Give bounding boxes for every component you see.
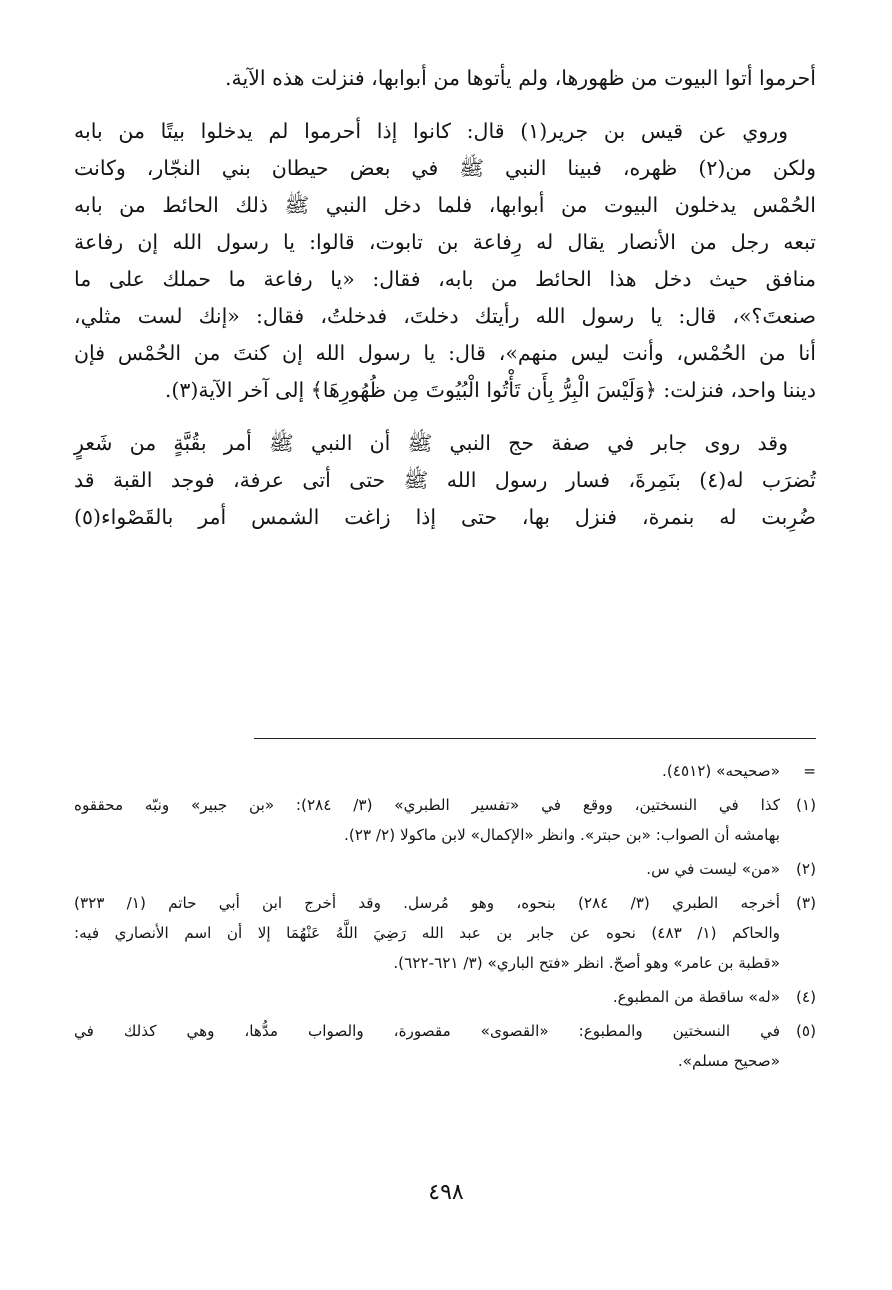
- text-line: ضُرِبت له بنمرة، فنزل بها، حتى إذا زاغت الشمس أمر بالقَصْواء(٥): [74, 505, 816, 529]
- text-line: صنعتَ؟»، قال: يا رسول الله رأيتك دخلتَ، فدخلتُ، فقال: «إنك لست مثلي،: [74, 304, 816, 328]
- footnote-text: بهامشه أن الصواب: «بن حبتر». وانظر «الإكمال» لابن ماكولا (٢/ ٢٣).: [344, 826, 780, 844]
- footnote-marker: =: [803, 762, 816, 780]
- footnote-3: [74, 888, 816, 978]
- text-line: منافق حيث دخل هذا الحائط من بابه، فقال: «يا رفاعة ما حملك على ما: [74, 267, 816, 291]
- footnote-1: [74, 790, 816, 850]
- footnote-number: (٣): [795, 894, 816, 912]
- footnote-2: [74, 854, 816, 884]
- footnote-continuation: [74, 756, 816, 786]
- text-line: ديننا واحد، فنزلت: ﴿وَلَيْسَ الْبِرُّ بِأَن تَأْتُوا الْبُيُوتَ مِن ظُهُورِهَا﴾ إلى آخر الآية(٣).: [164, 378, 816, 402]
- text-line: أنا من الحُمْس، وأنت ليس منهم»، قال: يا رسول الله إن كنتَ من الحُمْس فإن: [74, 341, 816, 365]
- footnote-text: في النسختين والمطبوع: «القصوى» مقصورة، والصواب مدُّها، وهي كذلك في: [74, 1022, 780, 1040]
- footnote-separator: [254, 738, 816, 739]
- footnote-number: (١): [795, 796, 816, 814]
- text-line: ولكن من(٢) ظهره، فبينا النبي ﷺ في بعض حيطان بني النجّار، وكانت: [74, 156, 816, 180]
- text-line: وروي عن قيس بن جرير(١) قال: كانوا إذا أحرموا لم يدخلوا بيتًا من بابه: [74, 119, 788, 143]
- paragraph-gap: [74, 97, 816, 113]
- text-line: أحرموا أتوا البيوت من ظهورها، ولم يأتوها من أبوابها، فنزلت هذه الآية.: [225, 66, 816, 90]
- footnote-text: والحاكم (١/ ٤٨٣) نحوه عن جابر بن عبد الله رَضِيَ اللَّهُ عَنْهُمَا إلا أن اسم الأنصاري فيه:: [74, 924, 780, 942]
- footnote-4: [74, 982, 816, 1012]
- text-line: تبعه رجل من الأنصار يقال له رِفاعة بن تابوت، قالوا: يا رسول الله إن رفاعة: [74, 230, 816, 254]
- footnote-text: أخرجه الطبري (٣/ ٢٨٤) بنحوه، وهو مُرسل. وقد أخرج ابن أبي حاتم (١/ ٣٢٣): [74, 894, 780, 912]
- footnote-text: «صحيحه» (٤٥١٢).: [662, 762, 780, 780]
- main-text: [74, 60, 816, 536]
- footnote-number: (٢): [795, 860, 816, 878]
- footnote-text: «له» ساقطة من المطبوع.: [612, 988, 780, 1006]
- footnote-text: «من» ليست في س.: [646, 860, 780, 878]
- footnote-text: «صحيح مسلم».: [677, 1052, 780, 1070]
- footnote-number: (٤): [795, 988, 816, 1006]
- footnote-text: «قطبة بن عامر» وهو أصحّ. انظر «فتح الباري» (٣/ ٦٢١-٦٢٢).: [393, 954, 780, 972]
- page-number: ٤٩٨: [428, 1180, 464, 1205]
- footnote-number: (٥): [795, 1022, 816, 1040]
- footnote-5: [74, 1016, 816, 1076]
- text-line: تُضرَب له(٤) بنَمِرةَ، فسار رسول الله ﷺ حتى أتى عرفة، فوجد القبة قد: [74, 468, 817, 492]
- text-line: وقد روى جابر في صفة حج النبي ﷺ أن النبي ﷺ أمر بقُبَّةٍ من شَعرٍ: [74, 431, 788, 455]
- footnotes: [74, 756, 816, 1080]
- text-line: الحُمْس يدخلون البيوت من أبوابها، فلما دخل النبي ﷺ ذلك الحائط من بابه: [74, 193, 816, 217]
- paragraph-gap: [74, 409, 816, 425]
- footnote-text: كذا في النسختين، ووقع في «تفسير الطبري» (٣/ ٢٨٤): «بن جبير» ونبّه محققوه: [74, 796, 781, 814]
